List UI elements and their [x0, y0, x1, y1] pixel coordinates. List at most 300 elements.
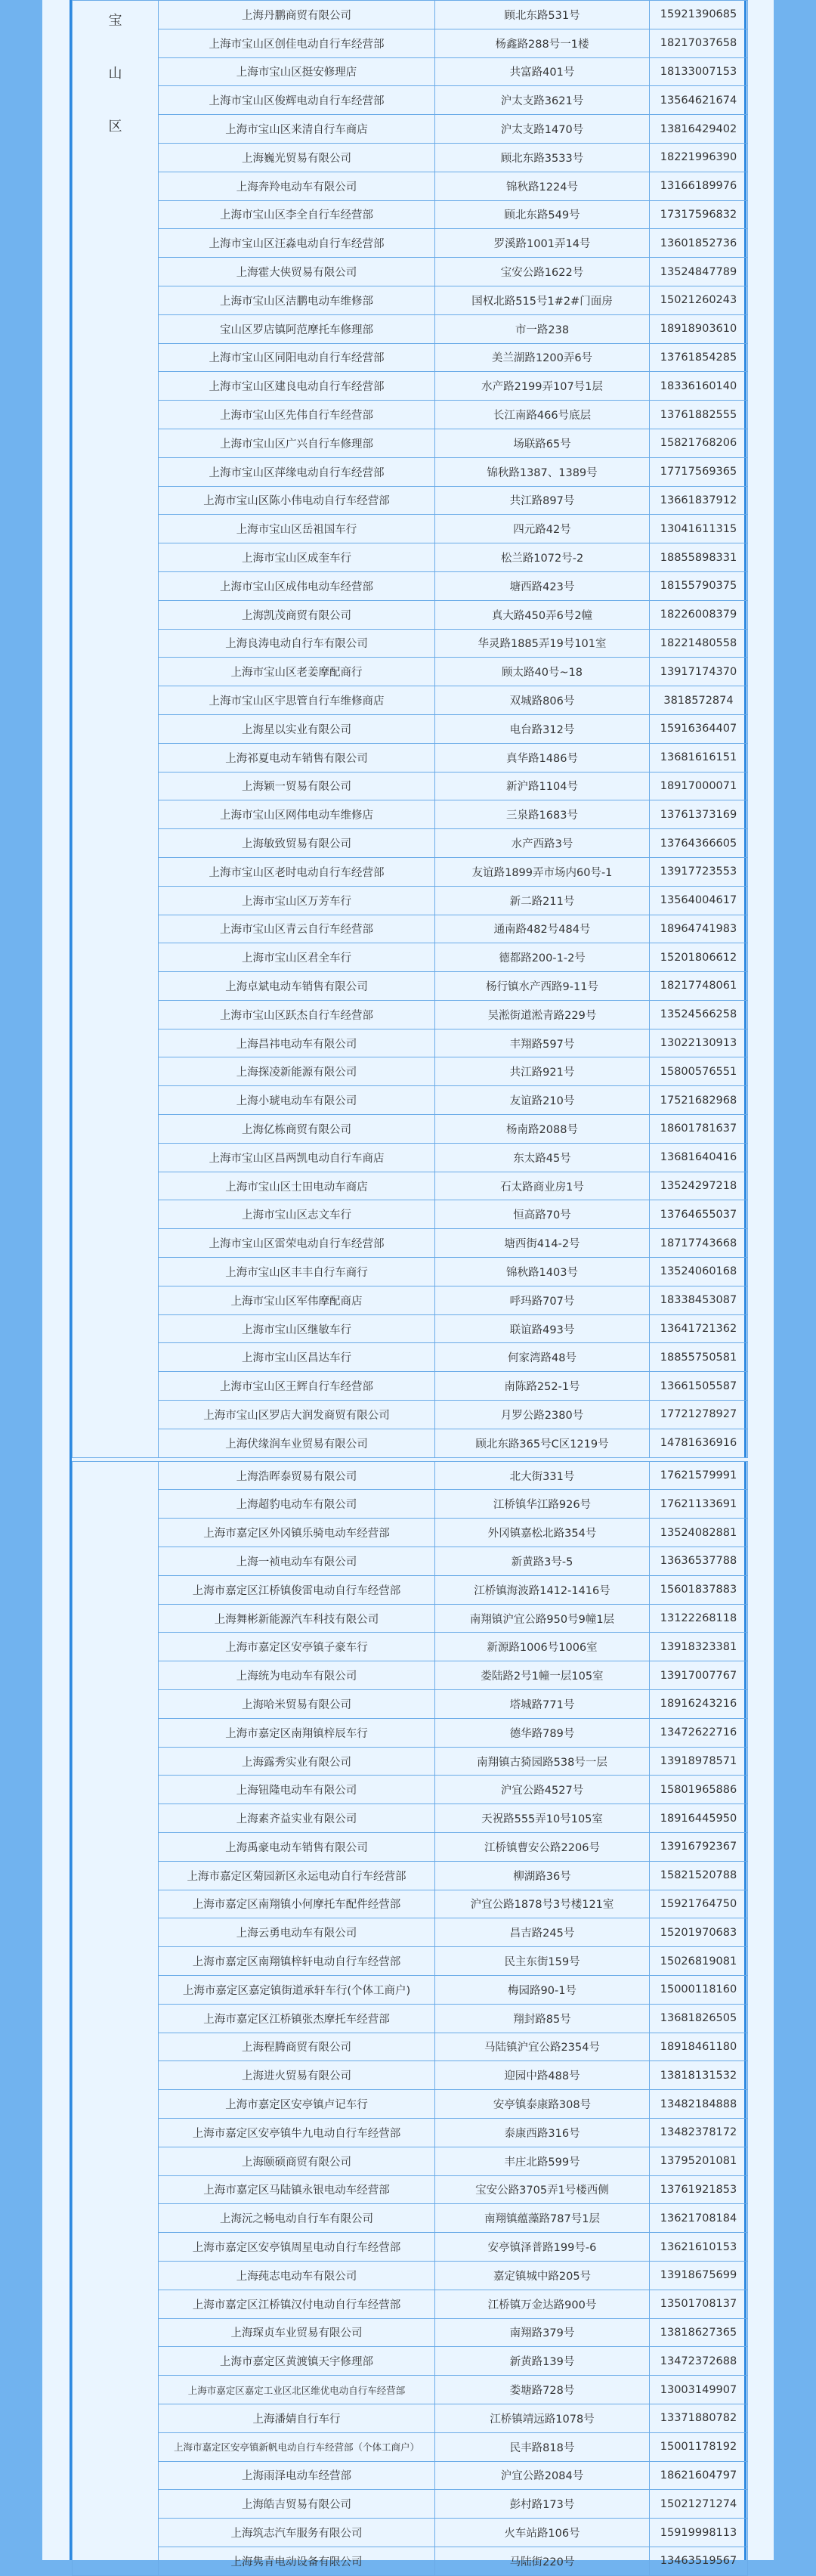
- shop-address: 江桥镇万金达路900号: [435, 2290, 650, 2318]
- shop-address: 天祝路555弄10号105室: [435, 1804, 650, 1833]
- shop-table: [72, 0, 748, 2576]
- shop-address: 华灵路1885弄19号101室: [435, 629, 650, 658]
- table-row: [73, 1947, 748, 1976]
- table-row: [73, 1747, 748, 1776]
- table-row: [73, 1604, 748, 1633]
- shop-phone: 13917174370: [650, 658, 748, 686]
- shop-name: 上海市宝山区老时电动自行车经营部: [159, 857, 435, 886]
- table-row: [73, 714, 748, 743]
- shop-name: 上海钮隆电动车有限公司: [159, 1776, 435, 1804]
- shop-phone: 18855898331: [650, 543, 748, 572]
- shop-phone: 13003149907: [650, 2376, 748, 2404]
- shop-address: 友谊路1899弄市场内60号-1: [435, 857, 650, 886]
- table-row: [73, 1258, 748, 1286]
- shop-phone: 15026819081: [650, 1947, 748, 1976]
- shop-name: 上海沅之畅电动自行车有限公司: [159, 2204, 435, 2233]
- shop-phone: 13524060168: [650, 1258, 748, 1286]
- shop-address: 德都路200-1-2号: [435, 943, 650, 972]
- shop-phone: 15201970683: [650, 1918, 748, 1947]
- shop-address: 安亭镇泰康路308号: [435, 2090, 650, 2119]
- table-row: [73, 1429, 748, 1457]
- shop-name: 上海奔羚电动车有限公司: [159, 172, 435, 200]
- shop-address: 松兰路1072号-2: [435, 543, 650, 572]
- shop-name: 上海雨泽电动车经营部: [159, 2461, 435, 2490]
- shop-phone: 3818572874: [650, 686, 748, 715]
- shop-phone: 13564621674: [650, 86, 748, 115]
- shop-phone: 18717743668: [650, 1229, 748, 1258]
- shop-address: 江桥镇海波路1412-1416号: [435, 1575, 650, 1604]
- shop-address: 南翔镇古猗园路538号一层: [435, 1747, 650, 1776]
- shop-phone: 13795201081: [650, 2147, 748, 2175]
- shop-address: 南翔镇沪宜公路950号9幢1层: [435, 1604, 650, 1633]
- shop-phone: 18217748061: [650, 972, 748, 1001]
- shop-address: 江桥镇靖远路1078号: [435, 2404, 650, 2432]
- shop-name: 上海市宝山区士田电动车商店: [159, 1172, 435, 1200]
- shop-phone: 17317596832: [650, 200, 748, 229]
- table-row: [73, 857, 748, 886]
- table-row: [73, 1804, 748, 1833]
- shop-address: 娄塘路728号: [435, 2376, 650, 2404]
- shop-phone: 18217037658: [650, 29, 748, 57]
- shop-address: 国权北路515号1#2#门面房: [435, 286, 650, 314]
- shop-phone: 18133007153: [650, 57, 748, 86]
- shop-address: 共江路921号: [435, 1057, 650, 1086]
- shop-phone: 13524847789: [650, 258, 748, 286]
- table-row: [73, 1401, 748, 1429]
- shop-address: 梅园路90-1号: [435, 1975, 650, 2004]
- shop-phone: 13661837912: [650, 486, 748, 515]
- shop-phone: 18916445950: [650, 1804, 748, 1833]
- shop-address: 锦秋路1403号: [435, 1258, 650, 1286]
- shop-name: 上海市宝山区成奎车行: [159, 543, 435, 572]
- shop-name: 上海市宝山区汪淼电动自行车经营部: [159, 229, 435, 258]
- shop-name: 上海哈米贸易有限公司: [159, 1690, 435, 1719]
- shop-address: 沪太支路3621号: [435, 86, 650, 115]
- table-row: [73, 2090, 748, 2119]
- table-row: [73, 1890, 748, 1918]
- shop-address: 顾太路40号~18: [435, 658, 650, 686]
- shop-name: 上海隽青电动设备有限公司: [159, 2547, 435, 2575]
- table-row: [73, 600, 748, 629]
- shop-name: 上海市嘉定区菊园新区永运电动自行车经营部: [159, 1861, 435, 1890]
- shop-name: 上海露秀实业有限公司: [159, 1747, 435, 1776]
- table-row: [73, 229, 748, 258]
- table-row: [73, 115, 748, 144]
- shop-name: 上海市宝山区跃杰自行车经营部: [159, 1000, 435, 1029]
- table-frame: [70, 0, 746, 2568]
- shop-address: 江桥镇华江路926号: [435, 1490, 650, 1519]
- table-row: [73, 2347, 748, 2376]
- shop-address: 娄陆路2号1幢一层105室: [435, 1661, 650, 1690]
- shop-name: 上海昌祎电动车有限公司: [159, 1029, 435, 1057]
- shop-address: 场联路65号: [435, 429, 650, 457]
- table-row: [73, 1718, 748, 1747]
- table-row: [73, 2004, 748, 2033]
- table-row: [73, 286, 748, 314]
- table-row: [73, 57, 748, 86]
- shop-address: 月罗公路2380号: [435, 1401, 650, 1429]
- shop-address: 沪宜公路1878号3号楼121室: [435, 1890, 650, 1918]
- table-row: [73, 2233, 748, 2262]
- table-row: [73, 829, 748, 858]
- shop-name: 上海潘婧自行车行: [159, 2404, 435, 2432]
- table-row: [73, 457, 748, 486]
- shop-phone: 17721278927: [650, 1401, 748, 1429]
- shop-address: 外冈镇嘉松北路354号: [435, 1519, 650, 1547]
- table-row: [73, 886, 748, 915]
- shop-name: 上海颖一贸易有限公司: [159, 772, 435, 800]
- table-row: [73, 2290, 748, 2318]
- shop-name: 上海市宝山区成伟电动车经营部: [159, 571, 435, 600]
- shop-name: 上海市宝山区萍缘电动自行车经营部: [159, 457, 435, 486]
- table-row: [73, 1286, 748, 1314]
- table-row: [73, 629, 748, 658]
- shop-phone: 13564004617: [650, 886, 748, 915]
- table-row: [73, 143, 748, 172]
- shop-phone: 15801965886: [650, 1776, 748, 1804]
- shop-name: 上海市嘉定区南翔镇小何摩托车配件经营部: [159, 1890, 435, 1918]
- table-row: [73, 1690, 748, 1719]
- shop-phone: 18221480558: [650, 629, 748, 658]
- shop-name: 上海市嘉定区马陆镇永银电动车经营部: [159, 2175, 435, 2204]
- shop-phone: 13761373169: [650, 800, 748, 829]
- shop-address: 泰康西路316号: [435, 2118, 650, 2147]
- table-row: [73, 2519, 748, 2547]
- shop-name: 上海市宝山区青云自行车经营部: [159, 915, 435, 943]
- shop-name: 上海市嘉定区安亭镇子豪车行: [159, 1633, 435, 1661]
- shop-table-body: [73, 1, 748, 2576]
- shop-address: 沪太支路1470号: [435, 115, 650, 144]
- shop-phone: 13601852736: [650, 229, 748, 258]
- shop-name: 上海一祯电动车有限公司: [159, 1547, 435, 1576]
- shop-name: 上海市宝山区宇思管自行车维修商店: [159, 686, 435, 715]
- shop-address: 迎园中路488号: [435, 2061, 650, 2090]
- shop-name: 上海亿栋商贸有限公司: [159, 1115, 435, 1144]
- shop-phone: 13482184888: [650, 2090, 748, 2119]
- shop-address: 真华路1486号: [435, 743, 650, 772]
- shop-name: 上海市宝山区建良电动自行车经营部: [159, 372, 435, 401]
- district-label: [73, 1462, 158, 1471]
- shop-address: 丰庄北路599号: [435, 2147, 650, 2175]
- shop-name: 上海巍光贸易有限公司: [159, 143, 435, 172]
- shop-name: 上海市宝山区洁鹏电动车维修部: [159, 286, 435, 314]
- shop-name: 上海市宝山区王辉自行车经营部: [159, 1372, 435, 1401]
- shop-address: 共江路897号: [435, 486, 650, 515]
- shop-phone: 15021260243: [650, 286, 748, 314]
- shop-phone: 13761921853: [650, 2175, 748, 2204]
- shop-address: 彭村路173号: [435, 2490, 650, 2519]
- shop-name: 上海良涛电动自行车有限公司: [159, 629, 435, 658]
- shop-name: 上海皓吉贸易有限公司: [159, 2490, 435, 2519]
- shop-address: 沪宜公路2084号: [435, 2461, 650, 2490]
- shop-address: 民主东街159号: [435, 1947, 650, 1976]
- shop-phone: 18336160140: [650, 372, 748, 401]
- table-row: [73, 1575, 748, 1604]
- shop-address: 翔封路85号: [435, 2004, 650, 2033]
- shop-name: 上海市嘉定区南翔镇梓轩电动自行车经营部: [159, 1947, 435, 1976]
- shop-address: 市一路238: [435, 314, 650, 343]
- shop-name: 上海市宝山区李全自行车经营部: [159, 200, 435, 229]
- shop-phone: 13818131532: [650, 2061, 748, 2090]
- shop-phone: 13166189976: [650, 172, 748, 200]
- shop-address: 北大街331号: [435, 1461, 650, 1490]
- table-row: [73, 772, 748, 800]
- shop-address: 友谊路210号: [435, 1086, 650, 1115]
- table-row: [73, 658, 748, 686]
- shop-address: 马陆镇沪宜公路2354号: [435, 2033, 650, 2061]
- shop-phone: 13918978571: [650, 1747, 748, 1776]
- shop-address: 真大路450弄6号2幢: [435, 600, 650, 629]
- shop-address: 塘西路423号: [435, 571, 650, 600]
- shop-name: 上海市宝山区昌达车行: [159, 1343, 435, 1372]
- table-row: [73, 1372, 748, 1401]
- shop-name: 上海云勇电动车有限公司: [159, 1918, 435, 1947]
- shop-address: 何家湾路48号: [435, 1343, 650, 1372]
- shop-phone: 13764655037: [650, 1200, 748, 1229]
- shop-name: 上海凯茂商贸有限公司: [159, 600, 435, 629]
- shop-address: 长江南路466号底层: [435, 401, 650, 429]
- table-row: [73, 1918, 748, 1947]
- shop-phone: 15601837883: [650, 1575, 748, 1604]
- shop-address: 吴淞街道淞青路229号: [435, 1000, 650, 1029]
- shop-address: 德华路789号: [435, 1718, 650, 1747]
- table-row: [73, 2118, 748, 2147]
- shop-phone: 13917723553: [650, 857, 748, 886]
- shop-name: 上海程腾商贸有限公司: [159, 2033, 435, 2061]
- shop-name: 上海统为电动车有限公司: [159, 1661, 435, 1690]
- shop-name: 上海禹豪电动车销售有限公司: [159, 1833, 435, 1862]
- shop-address: 电台路312号: [435, 714, 650, 743]
- table-row: [73, 1776, 748, 1804]
- shop-phone: 18918461180: [650, 2033, 748, 2061]
- shop-phone: 13524082881: [650, 1519, 748, 1547]
- table-row: [73, 86, 748, 115]
- district-cell: [73, 1, 159, 1458]
- shop-phone: 17621579991: [650, 1461, 748, 1490]
- shop-address: 塘西街414-2号: [435, 1229, 650, 1258]
- shop-address: 顾北东路531号: [435, 1, 650, 29]
- shop-phone: 13524566258: [650, 1000, 748, 1029]
- shop-name: 上海市宝山区继敏车行: [159, 1314, 435, 1343]
- table-row: [73, 429, 748, 457]
- shop-name: 上海市宝山区昌两凯电动自行车商店: [159, 1143, 435, 1172]
- shop-phone: 15919998113: [650, 2519, 748, 2547]
- shop-address: 三泉路1683号: [435, 800, 650, 829]
- shop-phone: 13641721362: [650, 1314, 748, 1343]
- shop-phone: 17717569365: [650, 457, 748, 486]
- shop-address: 双城路806号: [435, 686, 650, 715]
- shop-name: 上海霍大侠贸易有限公司: [159, 258, 435, 286]
- shop-address: 锦秋路1387、1389号: [435, 457, 650, 486]
- table-row: [73, 172, 748, 200]
- table-row: [73, 515, 748, 543]
- shop-name: 上海市宝山区志文车行: [159, 1200, 435, 1229]
- shop-name: 上海伏缘润车业贸易有限公司: [159, 1429, 435, 1457]
- table-row: [73, 2376, 748, 2404]
- shop-phone: 13818627365: [650, 2318, 748, 2347]
- shop-phone: 18918903610: [650, 314, 748, 343]
- shop-phone: 18226008379: [650, 600, 748, 629]
- shop-phone: 15800576551: [650, 1057, 748, 1086]
- shop-name: 上海市嘉定区黄渡镇天宇修理部: [159, 2347, 435, 2376]
- shop-phone: 13681616151: [650, 743, 748, 772]
- shop-phone: 13472372688: [650, 2347, 748, 2376]
- table-row: [73, 543, 748, 572]
- shop-name: 上海浩晖泰贸易有限公司: [159, 1461, 435, 1490]
- shop-phone: 18338453087: [650, 1286, 748, 1314]
- shop-phone: 13761882555: [650, 401, 748, 429]
- shop-name: 上海琛贞车业贸易有限公司: [159, 2318, 435, 2347]
- shop-name: 上海市宝山区君全车行: [159, 943, 435, 972]
- table-row: [73, 2318, 748, 2347]
- shop-address: 马陆街220号: [435, 2547, 650, 2575]
- shop-phone: 13524297218: [650, 1172, 748, 1200]
- shop-name: 上海筑志汽车服务有限公司: [159, 2519, 435, 2547]
- table-row: [73, 2175, 748, 2204]
- shop-name: 上海舞彬新能源汽车科技有限公司: [159, 1604, 435, 1633]
- shop-name: 上海素齐益实业有限公司: [159, 1804, 435, 1833]
- shop-address: 东太路45号: [435, 1143, 650, 1172]
- shop-address: 南翔镇蕴藻路787号1层: [435, 2204, 650, 2233]
- table-row: [73, 571, 748, 600]
- shop-phone: 18221996390: [650, 143, 748, 172]
- table-row: [73, 1086, 748, 1115]
- shop-address: 罗溪路1001弄14号: [435, 229, 650, 258]
- table-row: [73, 343, 748, 372]
- shop-address: 嘉定镇城中路205号: [435, 2261, 650, 2290]
- shop-address: 昌吉路245号: [435, 1918, 650, 1947]
- table-row: [73, 972, 748, 1001]
- shop-phone: 13482378172: [650, 2118, 748, 2147]
- district-cell: [73, 1461, 159, 2575]
- shop-name: 上海市嘉定区江桥镇俊雷电动自行车经营部: [159, 1575, 435, 1604]
- table-row: [73, 2547, 748, 2575]
- table-row: [73, 1, 748, 29]
- table-row: [73, 2432, 748, 2461]
- shop-phone: 15000118160: [650, 1975, 748, 2004]
- shop-name: 宝山区罗店镇阿范摩托车修理部: [159, 314, 435, 343]
- shop-address: 塔城路771号: [435, 1690, 650, 1719]
- shop-phone: 15921390685: [650, 1, 748, 29]
- shop-name: 上海市嘉定区嘉定镇街道承轩车行(个体工商户): [159, 1975, 435, 2004]
- shop-address: 杨行镇水产西路9-11号: [435, 972, 650, 1001]
- shop-phone: 15821520788: [650, 1861, 748, 1890]
- shop-address: 美兰湖路1200弄6号: [435, 343, 650, 372]
- shop-address: 四元路42号: [435, 515, 650, 543]
- table-row: [73, 1343, 748, 1372]
- shop-address: 水产路2199弄107号1层: [435, 372, 650, 401]
- shop-address: 新黄路139号: [435, 2347, 650, 2376]
- table-row: [73, 1490, 748, 1519]
- table-row: [73, 258, 748, 286]
- shop-name: 上海市宝山区万芳车行: [159, 886, 435, 915]
- shop-address: 杨鑫路288号一1楼: [435, 29, 650, 57]
- shop-name: 上海市宝山区创佳电动自行车经营部: [159, 29, 435, 57]
- shop-address: 顾北东路3533号: [435, 143, 650, 172]
- shop-name: 上海探凌新能源有限公司: [159, 1057, 435, 1086]
- shop-phone: 13681640416: [650, 1143, 748, 1172]
- shop-phone: 15921764750: [650, 1890, 748, 1918]
- shop-address: 共富路401号: [435, 57, 650, 86]
- table-row: [73, 686, 748, 715]
- shop-name: 上海市嘉定区安亭镇牛九电动自行车经营部: [159, 2118, 435, 2147]
- shop-name: 上海市宝山区同阳电动自行车经营部: [159, 343, 435, 372]
- shop-phone: 17521682968: [650, 1086, 748, 1115]
- shop-phone: 13918675699: [650, 2261, 748, 2290]
- shop-name: 上海颐硕商贸有限公司: [159, 2147, 435, 2175]
- shop-phone: 13764366605: [650, 829, 748, 858]
- table-row: [73, 1314, 748, 1343]
- table-row: [73, 800, 748, 829]
- shop-phone: 13501708137: [650, 2290, 748, 2318]
- district-char: 区: [108, 119, 122, 135]
- table-row: [73, 486, 748, 515]
- table-row: [73, 1633, 748, 1661]
- shop-name: 上海市宝山区陈小伟电动自行车经营部: [159, 486, 435, 515]
- shop-address: 新沪路1104号: [435, 772, 650, 800]
- shop-phone: 13816429402: [650, 115, 748, 144]
- shop-address: 柳湖路36号: [435, 1861, 650, 1890]
- shop-name: 上海市宝山区丰丰自行车商行: [159, 1258, 435, 1286]
- shop-phone: 13917007767: [650, 1661, 748, 1690]
- table-row: [73, 1115, 748, 1144]
- shop-address: 顾北东路365号C区1219号: [435, 1429, 650, 1457]
- table-row: [73, 1833, 748, 1862]
- table-row: [73, 2204, 748, 2233]
- shop-address: 恒高路70号: [435, 1200, 650, 1229]
- shop-address: 丰翔路597号: [435, 1029, 650, 1057]
- table-row: [73, 1172, 748, 1200]
- shop-name: 上海市嘉定区安亭镇新帆电动自行车经营部（个体工商户）: [159, 2432, 435, 2461]
- table-row: [73, 1519, 748, 1547]
- shop-phone: 15021271274: [650, 2490, 748, 2519]
- shop-address: 石太路商业房1号: [435, 1172, 650, 1200]
- district-char: 宝: [108, 13, 122, 29]
- table-row: [73, 2490, 748, 2519]
- shop-name: 上海市宝山区网伟电动车维修店: [159, 800, 435, 829]
- table-row: [73, 1229, 748, 1258]
- shop-address: 水产西路3号: [435, 829, 650, 858]
- shop-name: 上海丹鹏商贸有限公司: [159, 1, 435, 29]
- shop-phone: 18621604797: [650, 2461, 748, 2490]
- table-row: [73, 2061, 748, 2090]
- shop-phone: 15001178192: [650, 2432, 748, 2461]
- shop-address: 火车站路106号: [435, 2519, 650, 2547]
- shop-name: 上海卓斌电动车销售有限公司: [159, 972, 435, 1001]
- table-row: [73, 1200, 748, 1229]
- shop-name: 上海超豹电动车有限公司: [159, 1490, 435, 1519]
- table-row: [73, 1000, 748, 1029]
- shop-address: 安亭镇泽普路199号-6: [435, 2233, 650, 2262]
- shop-address: 联谊路493号: [435, 1314, 650, 1343]
- shop-name: 上海市宝山区俊辉电动自行车经营部: [159, 86, 435, 115]
- shop-name: 上海市嘉定区嘉定工业区北区维优电动自行车经营部: [159, 2376, 435, 2404]
- table-row: [73, 2147, 748, 2175]
- shop-phone: 13621610153: [650, 2233, 748, 2262]
- shop-name: 上海市宝山区来清自行车商店: [159, 115, 435, 144]
- shop-phone: 13122268118: [650, 1604, 748, 1633]
- table-row: [73, 2033, 748, 2061]
- shop-phone: 18855750581: [650, 1343, 748, 1372]
- shop-name: 上海市宝山区老姜摩配商行: [159, 658, 435, 686]
- shop-phone: 18916243216: [650, 1690, 748, 1719]
- shop-address: 沪宜公路4527号: [435, 1776, 650, 1804]
- table-row: [73, 1143, 748, 1172]
- shop-phone: 15201806612: [650, 943, 748, 972]
- shop-name: 上海市嘉定区江桥镇汉付电动自行车经营部: [159, 2290, 435, 2318]
- table-row: [73, 743, 748, 772]
- shop-name: 上海市宝山区军伟摩配商店: [159, 1286, 435, 1314]
